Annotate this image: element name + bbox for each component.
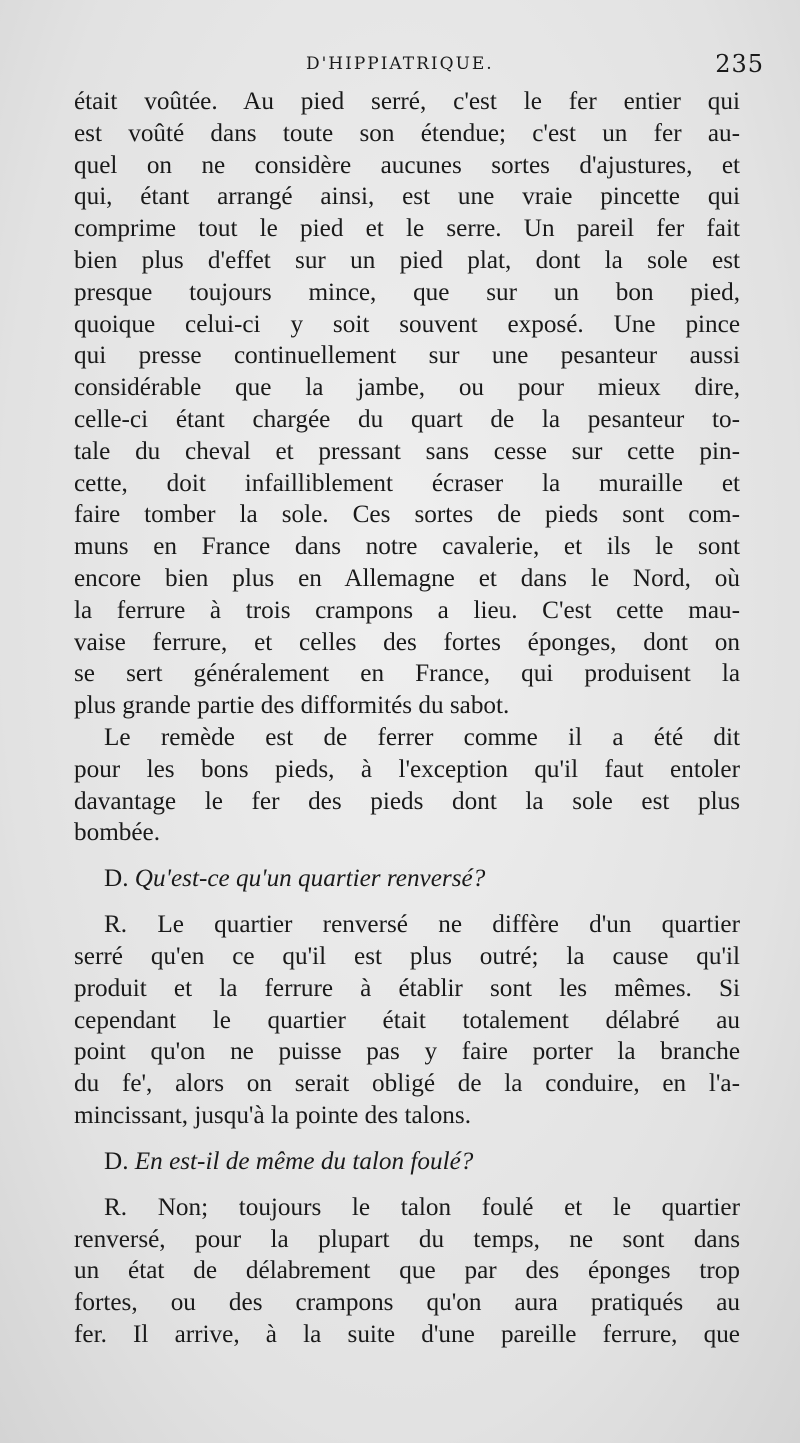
text-line: quoique celui-ci y soit souvent exposé. Une pince xyxy=(74,310,740,338)
text-line: presque toujours mince, que sur un bon pied, xyxy=(74,278,740,306)
question-2 xyxy=(74,1146,740,1180)
text-line: point qu'on ne puisse pas y faire porter la branche xyxy=(74,1038,740,1066)
text-line: serré qu'en ce qu'il est plus outré; la cause qu'il xyxy=(74,942,740,970)
text-line: bombée. xyxy=(74,819,161,847)
text-line: tale du cheval et pressant sans cesse sur cette pin- xyxy=(74,437,740,465)
text-line: qui, étant arrangé ainsi, est une vraie pincette qui xyxy=(74,183,740,211)
question-1 xyxy=(74,863,740,897)
text-line: considérable que la jambe, ou pour mieux dire, xyxy=(74,374,740,402)
question-prefix: D. xyxy=(104,1147,129,1175)
text-line: faire tomber la sole. Ces sortes de pieds sont com- xyxy=(74,501,740,529)
text-line: Le remède est de ferrer comme il a été dit xyxy=(104,723,740,751)
text-line: R. Non; toujours le talon foulé et le quartier xyxy=(104,1193,740,1221)
text-line: celle-ci étant chargée du quart de la pesanteur to- xyxy=(74,405,740,433)
text-line: mincissant, jusqu'à la pointe des talons. xyxy=(74,1101,471,1129)
text-line: du fe', alors on serait obligé de la conduire, en l'a- xyxy=(74,1070,740,1098)
text-line: fer. Il arrive, à la suite d'une pareille ferrure, que xyxy=(74,1320,740,1348)
text-line: encore bien plus en Allemagne et dans le Nord, où xyxy=(74,564,740,592)
text-line: comprime tout le pied et le serre. Un pareil fer fait xyxy=(74,215,740,243)
text-line: davantage le fer des pieds dont la sole est plus xyxy=(74,787,740,815)
page-number: 235 xyxy=(715,50,764,78)
text-line: renversé, pour la plupart du temps, ne sont dans xyxy=(74,1225,740,1253)
answer-1 xyxy=(74,909,740,1132)
text-line: fortes, ou des crampons qu'on aura pratiqués au xyxy=(74,1289,740,1317)
paragraph-2 xyxy=(74,722,740,849)
text-line: produit et la ferrure à établir sont les mêmes. Si xyxy=(74,974,740,1002)
text-line: plus grande partie des difformités du sabot. xyxy=(74,692,510,720)
text-line: pour les bons pieds, à l'exception qu'il faut entoler xyxy=(74,755,740,783)
answer-2 xyxy=(74,1192,740,1351)
text-line: cette, doit infailliblement écraser la muraille et xyxy=(74,469,740,497)
question-text: Qu'est-ce qu'un quartier renversé? xyxy=(134,865,486,893)
text-line: est voûté dans toute son étendue; c'est un fer au- xyxy=(74,119,740,147)
running-head: D'HIPPIATRIQUE. xyxy=(306,54,494,74)
text-line: muns en France dans notre cavalerie, et ils le sont xyxy=(74,533,740,561)
text-line: quel on ne considère aucunes sortes d'ajustures, et xyxy=(74,151,740,179)
paragraph-1 xyxy=(74,86,740,722)
text-line: un état de délabrement que par des éponges trop xyxy=(74,1257,740,1285)
page-header xyxy=(74,50,764,80)
text-line: la ferrure à trois crampons a lieu. C'est cette mau- xyxy=(74,596,740,624)
question-prefix: D. xyxy=(104,865,129,893)
body-text xyxy=(74,86,740,1351)
text-line: bien plus d'effet sur un pied plat, dont la sole est xyxy=(74,246,740,274)
text-line: se sert généralement en France, qui produisent la xyxy=(74,660,740,688)
text-line: R. Le quartier renversé ne diffère d'un quartier xyxy=(104,911,740,939)
text-line: était voûtée. Au pied serré, c'est le fer entier qui xyxy=(74,88,740,115)
question-text: En est-il de même du talon foulé? xyxy=(134,1147,474,1175)
text-line: cependant le quartier était totalement délabré au xyxy=(74,1006,740,1034)
text-line: vaise ferrure, et celles des fortes éponges, dont on xyxy=(74,628,740,656)
text-line: qui presse continuellement sur une pesanteur aussi xyxy=(74,342,740,370)
